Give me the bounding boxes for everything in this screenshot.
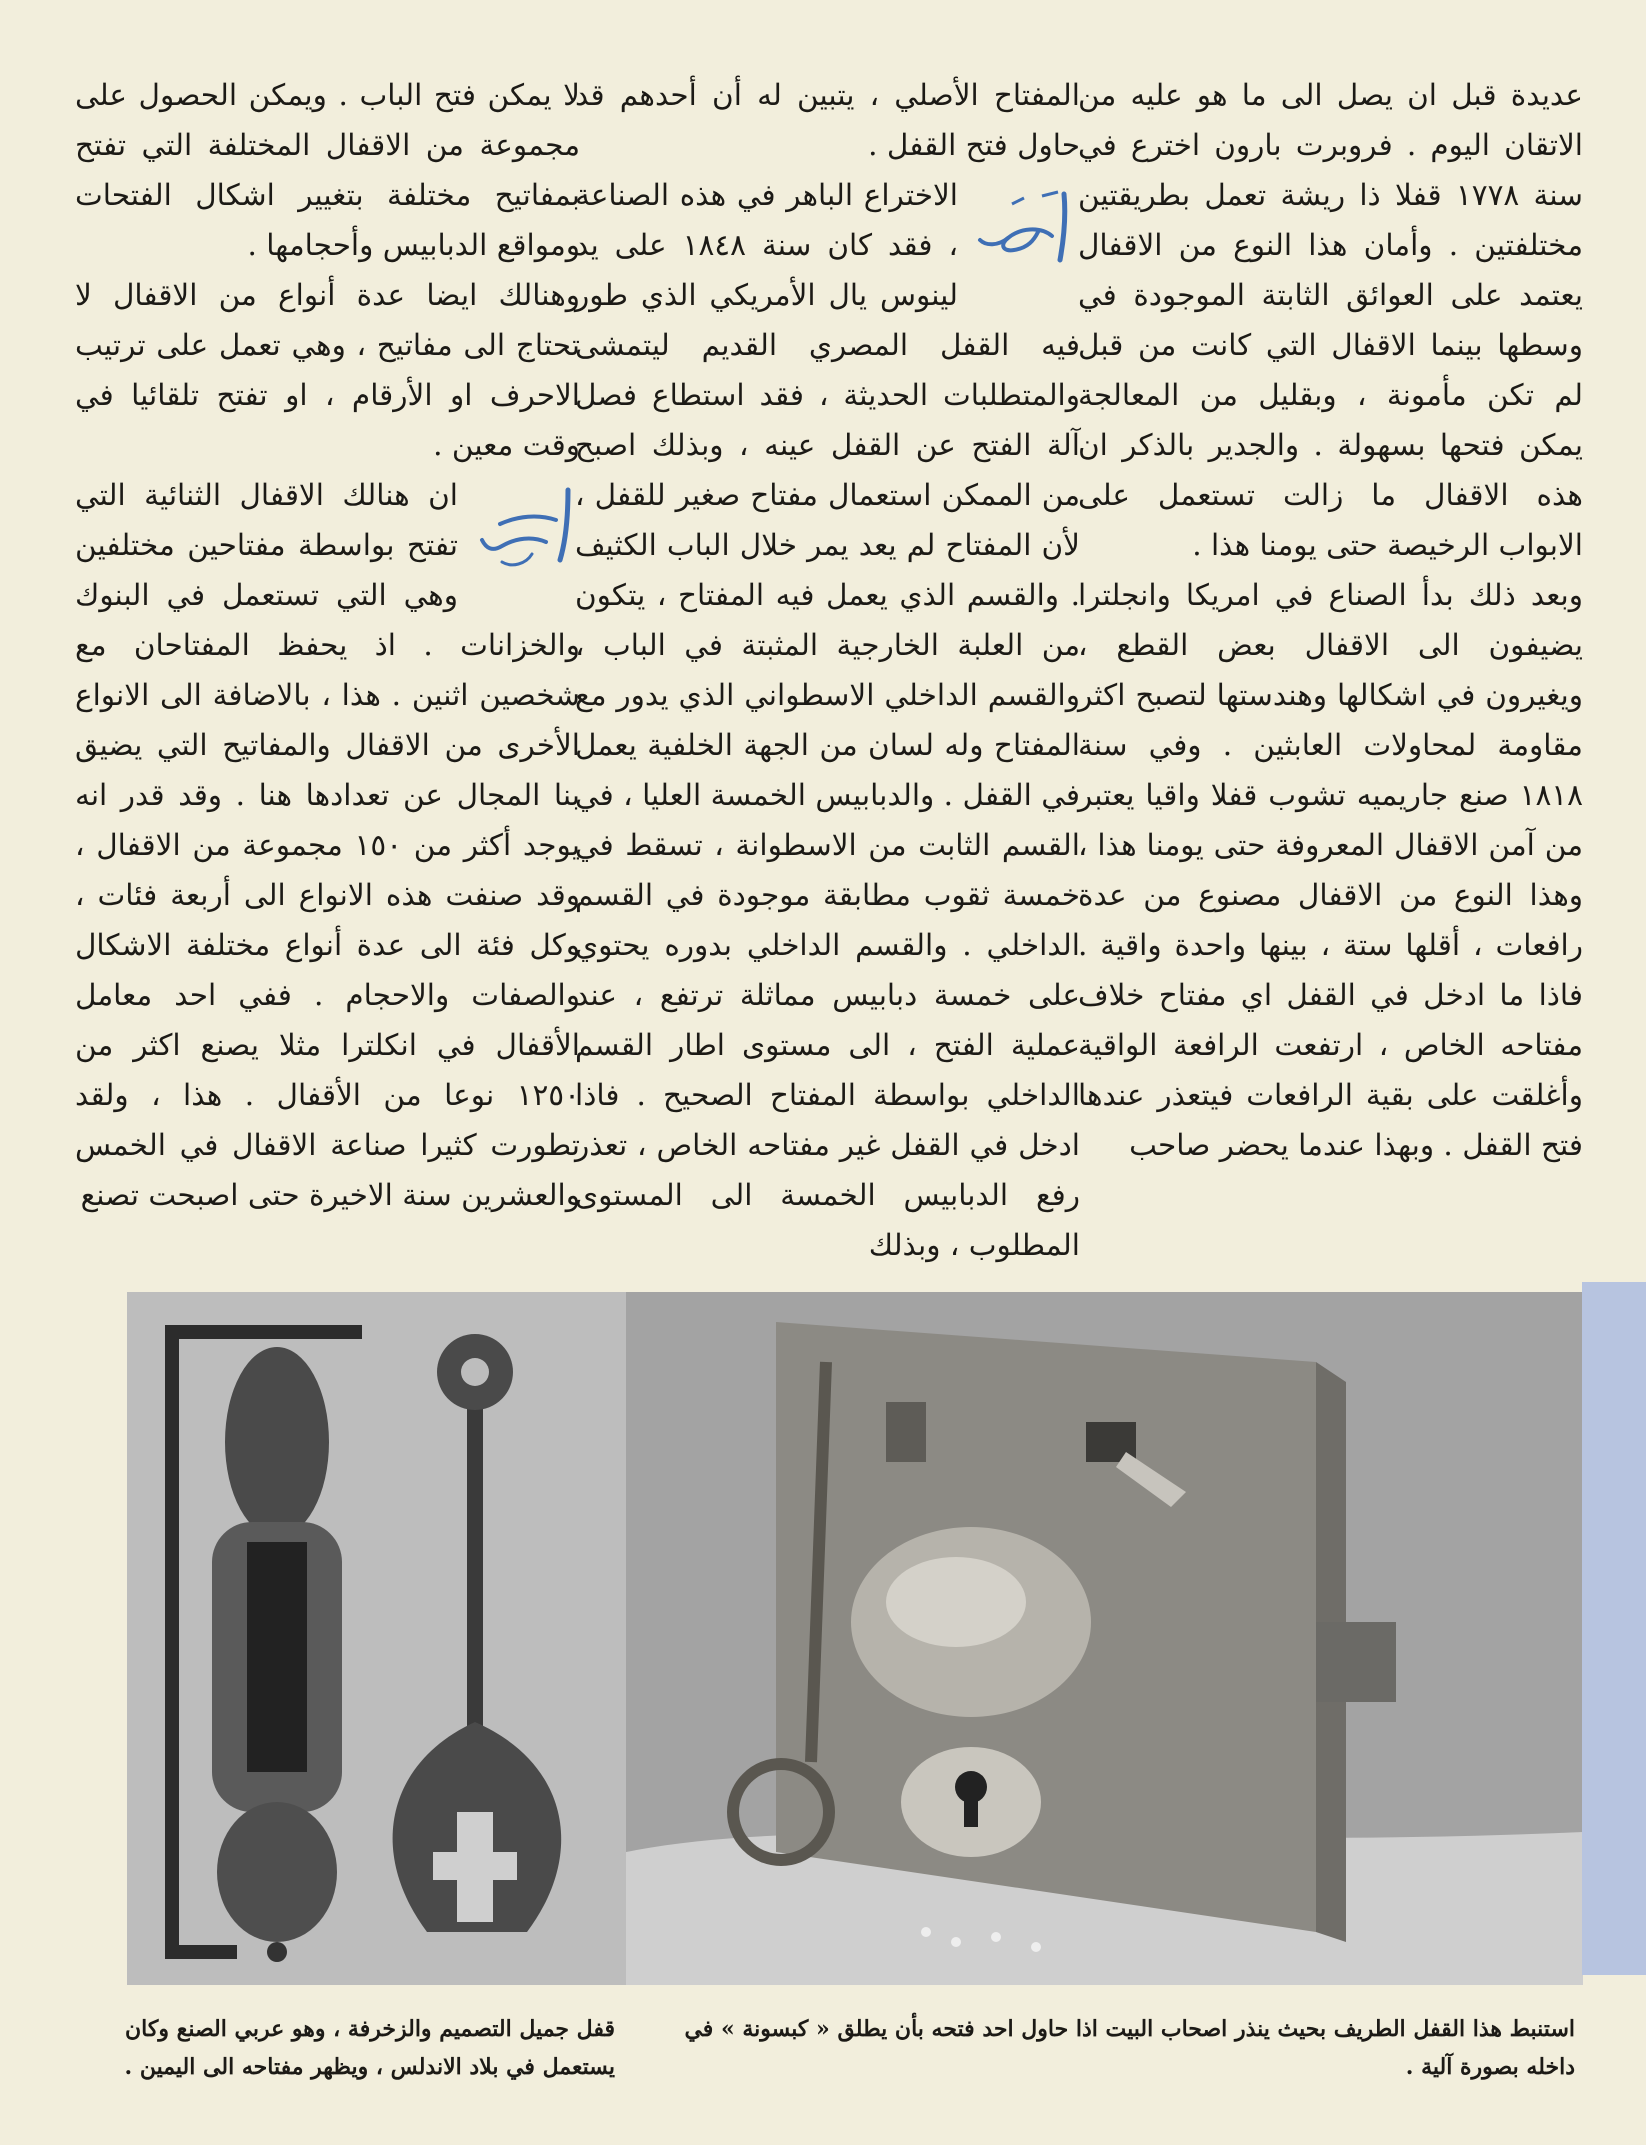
paragraph: وبعد ذلك بدأ الصناع في امريكا وانجلترا يضيفون الى الاقفال بعض القطع ، ويغيرون في اشكالها وهندستها لتصبح اكثر مقاومة لمحاولات العابثين . وفي سنة ١٨١٨ صنع جاريميه تشوب قفلا واقيا يعتبر من آمن الاقفال المعروفة حتى يومنا هذا ، وهذا النوع من الاقفال مصنوع من عدة رافعات ، أقلها ستة ، بينها واحدة واقية . فاذا ما ادخل في القفل اي مفتاح خلاف مفتاحه الخاص ، ارتفعت الرافعة الواقية وأغلقت على بقية الرافعات فيتعذر عندها فتح القفل . وبهذا عندما يحضر صاحب: [1078, 578, 1583, 1162]
dropcap-calligraphy-icon: [472, 476, 580, 574]
photo-ornate-lock-and-key: [127, 1292, 626, 1985]
text-column-right: [1078, 70, 1583, 1220]
door-lock-photo-illustration: [626, 1292, 1583, 1985]
text-column-middle: [575, 70, 1080, 1262]
paragraph: وهنالك ايضا عدة أنواع من الاقفال لا تحتاج الى مفاتيح ، وهي تعمل على ترتيب الاحرف او الأرقام ، او تفتح تلقائيا في وقت معين .: [75, 278, 580, 462]
paragraph: ان هنالك الاقفال الثنائية التي تفتح بواسطة مفتاحين مختلفين وهي التي تستعمل في البنوك والخزانات . اذ يحفظ المفتاحان مع شخصين اثنين . هذا ، بالاضافة الى الانواع الأخرى من الاقفال والمفاتيح التي يضيق بنا المجال عن تعدادها هنا . وقد قدر انه يوجد أكثر من ١٥٠ مجموعة من الاقفال ، وقد صنفت هذه الانواع الى أربعة فئات ، وكل فئة الى عدة أنواع مختلفة الاشكال والصفات والاحجام . ففي احد معامل الأقفال في انكلترا مثلا يصنع اكثر من ١٢٥٠ نوعا من الأقفال . هذا ، ولقد تطورت كثيرا صناعة الاقفال في الخمس والعشرين سنة الاخيرة حتى اصبحت تصنع: [75, 478, 580, 1212]
dropcap-calligraphy-icon: [972, 176, 1080, 274]
ornate-lock-illustration: [127, 1292, 626, 1985]
paragraph: لا يمكن فتح الباب . ويمكن الحصول على مجموعة من الاقفال المختلفة التي تفتح بمفاتيح مختلفة بتغيير اشكال الفتحات ومواقع الدبابيس وأحجامها .: [75, 78, 580, 262]
photo-alarm-door-lock: [626, 1292, 1583, 1985]
photo-caption-left: قفل جميل التصميم والزخرفة ، وهو عربي الصنع وكان يستعمل في بلاد الاندلس ، ويظهر مفتاحه الى اليمين .: [124, 2016, 615, 2080]
dropcap-calligraphy: [472, 476, 580, 574]
dropcap-calligraphy: [972, 176, 1080, 274]
paragraph: المفتاح الأصلي ، يتبين له أن أحدهم قد حاول فتح القفل .: [575, 78, 1080, 162]
paragraph: عديدة قبل ان يصل الى ما هو عليه من الاتقان اليوم . فروبرت بارون اخترع في سنة ١٧٧٨ قفلا ذا ريشة تعمل بطريقتين مختلفتين . وأمان هذا النوع من الاقفال يعتمد على العوائق الثابتة الموجودة في وسطها بينما الاقفال التي كانت من قبل لم تكن مأمونة ، وبقليل من المعالجة يمكن فتحها بسهولة . والجدير بالذكر ان هذه الاقفال ما زالت تستعمل على الابواب الرخيصة حتى يومنا هذا .: [1078, 78, 1583, 562]
text-column-left: [75, 70, 580, 1220]
photo-caption-right: استنبط هذا القفل الطريف بحيث ينذر اصحاب البيت اذا حاول احد فتحه بأن يطلق « كبسونة » في داخله بصورة آلية .: [684, 2016, 1575, 2080]
page-edge-tab: [1582, 1282, 1646, 1975]
paragraph: الاختراع الباهر في هذه الصناعة ، فقد كان سنة ١٨٤٨ على يد لينوس يال الأمريكي الذي طور فيه القفل المصري القديم ليتمشى والمتطلبات الحديثة ، فقد استطاع فصل آلة الفتح عن القفل عينه ، وبذلك اصبح من الممكن استعمال مفتاح صغير للقفل ، لأن المفتاح لم يعد يمر خلال الباب الكثيف . والقسم الذي يعمل فيه المفتاح ، يتكون من العلبة الخارجية المثبتة في الباب ، والقسم الداخلي الاسطواني الذي يدور مع المفتاح وله لسان من الجهة الخلفية يعمل في القفل . والدبابيس الخمسة العليا ، في القسم الثابت من الاسطوانة ، تسقط في خمسة ثقوب مطابقة موجودة في القسم الداخلي . والقسم الداخلي بدوره يحتوي على خمسة دبابيس مماثلة ترتفع ، عند عملية الفتح ، الى مستوى اطار القسم الداخلي بواسطة المفتاح الصحيح . فاذا ادخل في القفل غير مفتاحه الخاص ، تعذر رفع الدبابيس الخمسة الى المستوى المطلوب ، وبذلك: [575, 178, 1080, 1262]
